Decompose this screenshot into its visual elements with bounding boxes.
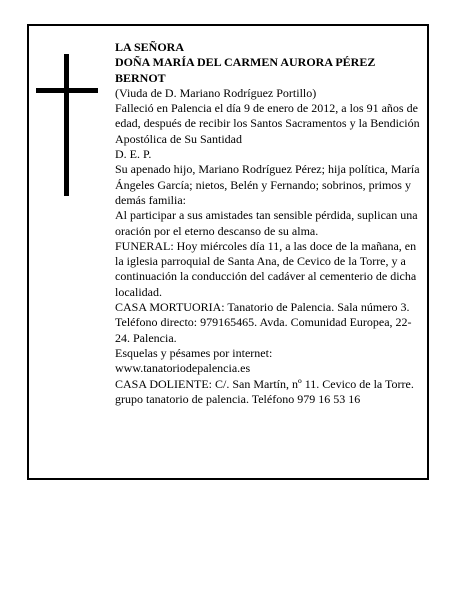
footer-text: grupo tanatorio de palencia. Teléfono 979 16 53 16 (115, 391, 361, 406)
deceased-name: DOÑA MARÍA DEL CARMEN AURORA PÉREZ BERNOT (115, 55, 376, 85)
casa-mortuoria-text: CASA MORTUORIA: Tanatorio de Palencia. Sala número 3. Teléfono directo: 979165465. Avda. Comunidad Europea, 22-24. Palencia. (115, 300, 412, 345)
casa-doliente-text: CASA DOLIENTE: C/. San Martín, nº 11. Cevico de la Torre. (115, 376, 414, 391)
funeral-text: FUNERAL: Hoy miércoles día 11, a las doce de la mañana, en la iglesia parroquial de Santa Ana, de Cevico de la Torre, y a continuación la conducción del cadáver al cementerio de dicha localidad. (115, 238, 417, 299)
obituary-content (115, 40, 423, 407)
widow-line: (Viuda de D. Mariano Rodríguez Portillo) (115, 85, 317, 100)
family-text: Su apenado hijo, Mariano Rodríguez Pérez; hija política, María Ángeles García; nietos, Belén y Fernando; sobrinos, primos y demás familia: (115, 162, 420, 207)
salutation: LA SEÑORA (115, 40, 185, 54)
esquelas-label: Esquelas y pésames por internet: (115, 345, 273, 360)
cross-horizontal-bar (36, 88, 98, 93)
death-text: Falleció en Palencia el día 9 de enero de 2012, a los 91 años de edad, después de recibir los Santos Sacramentos y la Bendición Apostólica de Su Santidad (115, 101, 420, 146)
cross-vertical-bar (64, 54, 69, 196)
cross-icon (36, 54, 98, 196)
request-text: Al participar a sus amistades tan sensible pérdida, suplican una oración por el eterno descanso de su alma. (115, 208, 418, 238)
website-link[interactable]: www.tanatoriodepalencia.es (115, 361, 251, 376)
rip: D. E. P. (115, 147, 152, 162)
